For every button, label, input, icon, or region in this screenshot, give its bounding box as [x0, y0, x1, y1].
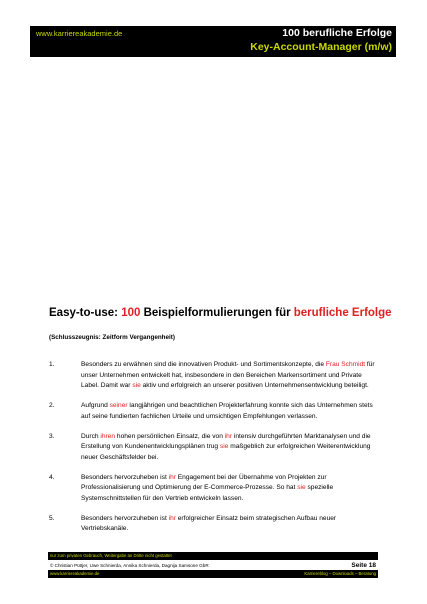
highlighted-term: ihr — [168, 473, 176, 481]
highlighted-term: ihr — [168, 514, 176, 522]
formulation-list — [49, 360, 379, 544]
text-segment: aktiv und erfolgreich an unserer positiven Unternehmensentwicklung beteiligt. — [140, 382, 369, 389]
section-heading — [49, 307, 392, 319]
footer-notice: nur zum privaten Gebrauch, Weitergabe an Dritte nicht gestattet — [48, 552, 378, 560]
page-number: Seite 18 — [351, 562, 376, 569]
list-item-text — [81, 474, 333, 502]
list-item-text — [81, 515, 336, 533]
list-item-text — [81, 402, 373, 420]
footer-links[interactable]: Karriereblog – Downloads – Beratung — [304, 571, 376, 576]
text-segment: hohen persönlichen Einsatz, die von — [115, 432, 225, 440]
highlighted-term: Frau Schmidt — [325, 361, 366, 368]
list-item-text — [81, 361, 375, 389]
footer-copyright-row — [48, 561, 378, 570]
list-item — [49, 514, 379, 535]
list-item-number: 4. — [49, 473, 55, 481]
text-segment: für unser Unternehmen entwickelt hat, insbesondere in den Bereichen Markensortiment und Private Label. Damit war — [81, 361, 375, 389]
text-segment: Besonders zu erwähnen sind die innovativen Produkt- und Sortimentskonzepte, die — [81, 361, 326, 368]
list-item — [49, 360, 379, 392]
list-item — [49, 401, 379, 422]
list-item — [49, 432, 379, 464]
highlighted-term: sie — [297, 484, 306, 491]
text-segment: Engagement bei der Übernahme von Projekten zur Professionalisierung und Optimierung der E-Commerce-Prozesse. So hat — [81, 473, 327, 491]
list-item-number: 2. — [49, 402, 55, 409]
text-segment: intensiv durchgeführten Marktanalysen und die Erstellung von Kundenentwicklungsplänen trug — [81, 432, 371, 450]
footer-url[interactable]: www.karriereakademie.de — [50, 571, 100, 576]
page-header — [30, 26, 396, 57]
heading-part1: Easy-to-use: — [49, 307, 122, 319]
list-item — [49, 473, 379, 505]
footer-copyright: © Christian Püttjer, Uwe Schnierda, Annika Schnierda, Dagnija Samsone GbR — [50, 563, 209, 568]
list-item-number: 1. — [49, 361, 55, 368]
text-segment: Durch — [81, 432, 101, 440]
text-segment: erfolgreicher Einsatz beim strategischen Aufbau neuer Vertriebskanäle. — [81, 514, 337, 532]
highlighted-term: seiner — [109, 402, 128, 409]
list-item-number: 5. — [49, 514, 55, 522]
highlighted-term: ihr — [224, 432, 233, 440]
heading-part2: Beispielformulierungen für — [140, 307, 294, 319]
header-title: 100 berufliche Erfolge — [282, 27, 392, 39]
footer-links-row — [48, 570, 378, 578]
page-footer — [48, 552, 378, 579]
text-segment: Aufgrund — [81, 402, 110, 409]
highlighted-term: ihren — [100, 432, 116, 440]
heading-highlight: berufliche Erfolge — [293, 307, 392, 319]
highlighted-term: sie — [219, 443, 229, 450]
highlighted-term: sie — [132, 382, 141, 389]
header-url[interactable]: www.karriereakademie.de — [36, 29, 123, 38]
section-label: (Schlusszeugnis: Zeitform Vergangenheit) — [49, 334, 175, 341]
text-segment: maßgeblich zur erfolgreichen Weiterentwicklung neuer Geschäftsfelder bei. — [81, 443, 371, 461]
list-item-text — [81, 433, 371, 461]
list-item-number: 3. — [49, 432, 55, 440]
text-segment: spezielle Systemschnittstellen für den Vertrieb entwickeln lassen. — [81, 484, 334, 502]
header-subtitle: Key-Account-Manager (m/w) — [250, 41, 392, 53]
heading-number: 100 — [121, 307, 141, 319]
text-segment: langjährigen und beachtlichen Projekterfahrung konnte sich das Unternehmen stets auf seine fundierten fachlichen Urteile und umsichtigen Empfehlungen verlassen. — [81, 402, 373, 420]
text-segment: Besonders hervorzuheben ist — [81, 514, 169, 522]
text-segment: Besonders hervorzuheben ist — [81, 473, 169, 481]
